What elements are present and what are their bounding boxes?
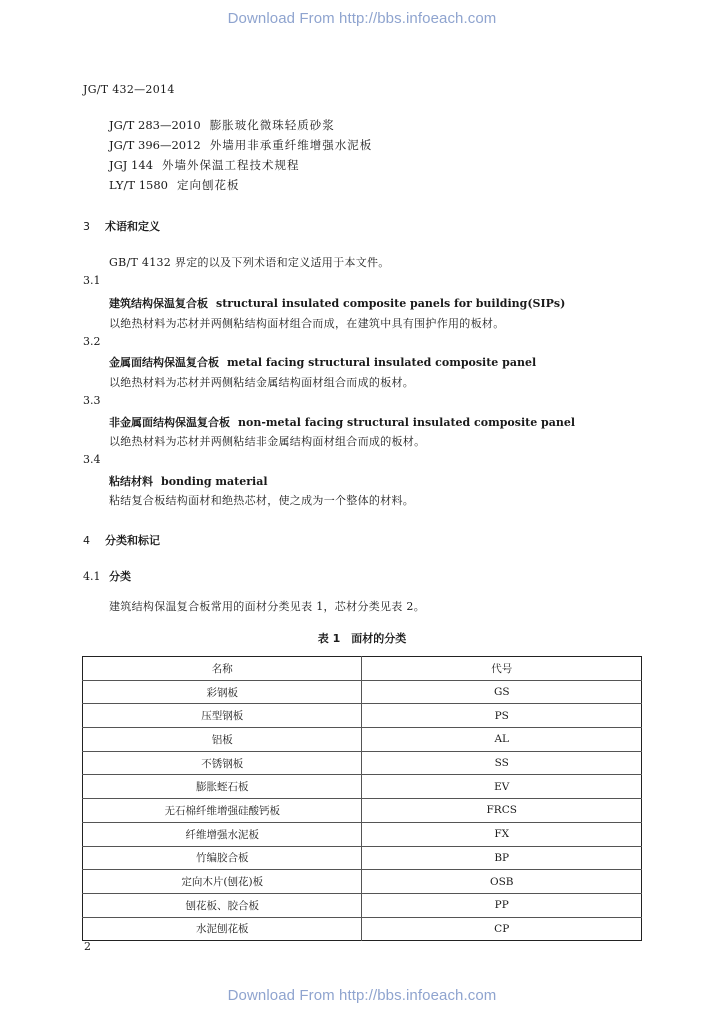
material-code-cell: SS (362, 751, 642, 775)
table-row (83, 680, 642, 704)
term-zh: 非金属面结构保温复合板 (109, 416, 230, 429)
table-row (83, 728, 642, 752)
reference-title: 外墙外保温工程技术规程 (162, 158, 300, 172)
section-4-1-text: 建筑结构保温复合板常用的面材分类见表 1，芯材分类见表 2。 (109, 600, 425, 613)
material-name-cell: 铝板 (83, 728, 362, 752)
table-row (83, 822, 642, 846)
table-row (83, 846, 642, 870)
material-code-cell: PS (362, 704, 642, 728)
material-name-cell: 纤维增强水泥板 (83, 822, 362, 846)
term-definition: 以绝热材料为芯材并两侧粘结非金属结构面材组合而成的板材。 (109, 435, 426, 448)
reference-item (109, 118, 372, 138)
term-definition: 粘结复合板结构面材和绝热芯材，使之成为一个整体的材料。 (109, 494, 415, 507)
material-name-cell: 无石棉纤维增强硅酸钙板 (83, 799, 362, 823)
column-header-code: 代号 (362, 657, 642, 681)
term-zh: 建筑结构保温复合板 (109, 297, 208, 310)
material-code-cell: EV (362, 775, 642, 799)
table-row (83, 893, 642, 917)
term-zh: 金属面结构保温复合板 (109, 356, 219, 369)
watermark-bottom: Download From http://bbs.infoeach.com (227, 987, 497, 1004)
reference-title: 膨胀玻化微珠轻质砂浆 (209, 118, 335, 132)
clause-number: 3.4 (83, 453, 101, 466)
term-entry (109, 414, 575, 430)
reference-item (109, 158, 372, 178)
reference-code: LY/T 1580 (109, 178, 168, 192)
term-definition: 以绝热材料为芯材并两侧粘结金属结构面材组合而成的板材。 (109, 376, 415, 389)
material-code-cell: AL (362, 728, 642, 752)
term-entry (109, 295, 565, 311)
term-en: metal facing structural insulated composite panel (227, 356, 537, 369)
table-row (83, 704, 642, 728)
subsection-number: 4.1 (83, 570, 101, 583)
term-definition: 以绝热材料为芯材并两侧粘结构面材组合而成，在建筑中具有围护作用的板材。 (109, 317, 505, 330)
subsection-title: 分类 (109, 570, 131, 583)
table-row (83, 751, 642, 775)
table-row (83, 917, 642, 941)
reference-code: JG/T 396—2012 (109, 138, 201, 152)
material-name-cell: 不锈钢板 (83, 751, 362, 775)
term-entry (109, 354, 536, 370)
section-number: 4 (83, 534, 90, 547)
section-3-intro: GB/T 4132 界定的以及下列术语和定义适用于本文件。 (109, 256, 390, 269)
clause-number: 3.2 (83, 335, 101, 348)
material-code-cell: BP (362, 846, 642, 870)
term-en: non-metal facing structural insulated composite panel (238, 416, 576, 429)
term-en: structural insulated composite panels for building(SIPs) (216, 297, 566, 310)
material-name-cell: 竹编胶合板 (83, 846, 362, 870)
section-heading-4 (83, 532, 160, 548)
material-code-cell: CP (494, 922, 510, 935)
term-en: bonding material (161, 475, 268, 488)
material-name-cell: 膨胀蛭石板 (83, 775, 362, 799)
section-title: 分类和标记 (105, 534, 160, 547)
material-name-cell: 彩钢板 (83, 680, 362, 704)
table-row (83, 775, 642, 799)
clause-number: 3.3 (83, 394, 101, 407)
reference-title: 外墙用非承重纤维增强水泥板 (209, 138, 373, 152)
material-code-cell: PP (362, 893, 642, 917)
material-code-cell: FX (362, 822, 642, 846)
table-header-row (83, 657, 642, 681)
term-entry (109, 473, 268, 489)
facing-material-table (82, 656, 642, 941)
reference-item (109, 138, 372, 158)
reference-code: JGJ 144 (109, 158, 154, 172)
normative-reference-list (109, 118, 372, 198)
watermark-top: Download From http://bbs.infoeach.com (227, 10, 497, 27)
table-row (83, 799, 642, 823)
reference-item (109, 178, 372, 198)
material-name-cell: 刨花板、胶合板 (83, 893, 362, 917)
page-number: 2 (84, 940, 91, 953)
section-title: 术语和定义 (105, 220, 160, 233)
material-name-cell: 定向木片(刨花)板 (83, 870, 362, 894)
material-name-cell: 水泥刨花板 (83, 917, 362, 941)
column-header-name: 名称 (83, 657, 362, 681)
term-zh: 粘结材料 (109, 475, 153, 488)
table-row (83, 870, 642, 894)
material-code-cell: FRCS (362, 799, 642, 823)
reference-title: 定向刨花板 (176, 178, 240, 192)
section-number: 3 (83, 220, 90, 233)
table-1-caption: 表 1 面材的分类 (317, 632, 407, 645)
material-code-cell: OSB (362, 870, 642, 894)
document-code-header: JG/T 432—2014 (83, 83, 175, 96)
section-heading-3 (83, 218, 160, 234)
clause-number: 3.1 (83, 274, 101, 287)
material-code-cell: GS (362, 680, 642, 704)
material-name-cell: 压型钢板 (83, 704, 362, 728)
subsection-heading-4-1 (83, 568, 131, 584)
reference-code: JG/T 283—2010 (109, 118, 201, 132)
